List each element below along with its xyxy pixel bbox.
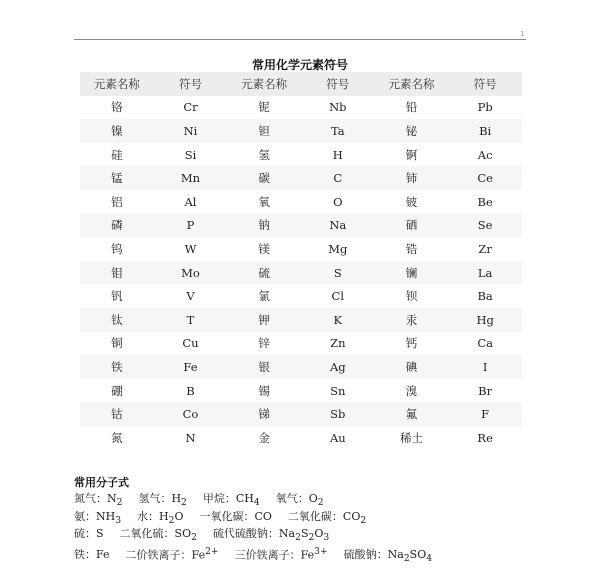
formula-item: 铁：Fe [74, 548, 110, 562]
element-name-cell: 锰 [80, 166, 154, 190]
header-symbol: 符号 [301, 72, 375, 96]
element-name-cell: 钡 [405, 289, 418, 304]
header-element-name: 元素名称 [80, 72, 154, 96]
element-name-cell: 磷 [80, 214, 154, 238]
element-symbol-cell: Ag [301, 355, 375, 379]
element-symbol-cell: Na [301, 214, 375, 238]
table-row [80, 119, 522, 143]
element-name-cell: 铍 [405, 194, 418, 209]
element-symbol-cell: Si [184, 147, 197, 162]
element-name-cell: 硫 [227, 261, 301, 285]
element-symbol-cell: Se [448, 214, 522, 238]
element-name-cell: 铋 [375, 119, 449, 143]
element-name-cell: 锑 [227, 402, 301, 426]
element-symbol-cell: O [333, 194, 343, 209]
element-name-cell: 钽 [227, 119, 301, 143]
table-row [80, 190, 522, 214]
element-symbol-cell: La [448, 261, 522, 285]
element-symbol-cell: Be [477, 194, 493, 209]
table-row [80, 143, 522, 167]
element-name-cell: 铝 [111, 194, 123, 209]
element-symbol-cell: Al [184, 194, 197, 209]
element-symbol-cell: C [301, 166, 375, 190]
table-body [80, 96, 522, 450]
formula-item: 硫代硫酸钠：$Na_2S_2O_3$ [212, 527, 330, 544]
element-name-cell: 氟 [375, 402, 449, 426]
element-symbol-cell: Au [329, 430, 346, 445]
formula-item: 二氧化硫：$SO_2$ [119, 527, 197, 544]
element-symbol-cell: Ba [477, 289, 493, 304]
element-name-cell: 钼 [80, 261, 154, 285]
header-rule [74, 39, 526, 40]
table-row [80, 402, 522, 426]
page-number: 1 [520, 30, 525, 38]
element-symbol-cell: Mn [154, 166, 228, 190]
table-header [80, 72, 522, 96]
element-symbol-cell: Hg [448, 308, 522, 332]
element-name-cell: 铜 [111, 336, 123, 351]
formula-item: 硫：S [74, 527, 104, 540]
formula-list [74, 490, 594, 565]
element-symbol-cell: Zn [330, 336, 346, 351]
document-title: 常用化学元素符号 [251, 58, 348, 72]
element-symbol-cell: Zr [478, 241, 492, 256]
element-symbol-cell: H [332, 147, 343, 162]
element-name-cell: 银 [227, 355, 301, 379]
section-title-formulas: 常用分子式 [74, 476, 129, 489]
element-name-cell: 钛 [80, 308, 154, 332]
element-symbol-cell: Bi [448, 119, 522, 143]
table-row [80, 214, 522, 238]
element-name-cell: 钴 [80, 402, 154, 426]
table-row [80, 355, 522, 379]
element-name-cell: 硅 [111, 147, 123, 162]
element-name-cell: 汞 [375, 308, 449, 332]
element-symbol-cell: W [184, 241, 197, 256]
table-row [80, 96, 522, 120]
table-row [80, 166, 522, 190]
element-symbol-cell: Ta [301, 119, 375, 143]
element-name-cell: 碳 [227, 166, 301, 190]
element-name-cell: 锆 [405, 241, 418, 256]
element-symbol-cell: Nb [329, 100, 347, 115]
element-symbol-cell: Ac [477, 147, 493, 162]
formula-item: 一氧化碳：CO [199, 509, 272, 523]
formula-line [74, 508, 594, 526]
element-symbol-cell: Mo [154, 261, 228, 285]
header-element-name: 元素名称 [227, 72, 301, 96]
formula-item: 二氧化碳：$CO_2$ [287, 509, 367, 526]
element-name-cell: 氢 [258, 147, 270, 162]
formula-item: 氧气：$O_2$ [275, 492, 324, 509]
element-symbol-cell: Cr [183, 100, 198, 115]
element-symbol-cell: Ca [477, 336, 493, 351]
formula-line [74, 543, 594, 565]
element-symbol-cell: Mg [328, 241, 348, 256]
header-symbol: 符号 [154, 72, 228, 96]
element-name-cell: 硼 [111, 383, 123, 398]
element-name-cell: 稀土 [399, 430, 423, 445]
element-name-cell: 锌 [258, 336, 270, 351]
element-symbol-cell: V [186, 289, 195, 304]
header-symbol: 符号 [448, 72, 522, 96]
table-row [80, 426, 522, 450]
element-symbol-cell: B [186, 383, 195, 398]
element-symbol-table [80, 72, 522, 450]
element-name-cell: 镧 [375, 261, 449, 285]
element-symbol-cell: Ni [154, 119, 228, 143]
formula-item: 氢气：$H_2$ [138, 492, 187, 509]
table-row [80, 308, 522, 332]
element-name-cell: 铅 [405, 100, 418, 115]
element-symbol-cell: Br [478, 383, 493, 398]
element-symbol-cell: Co [154, 402, 228, 426]
element-name-cell: 氯 [258, 289, 270, 304]
header-element-name: 元素名称 [375, 72, 449, 96]
element-name-cell: 氧 [258, 194, 270, 209]
element-symbol-cell: T [154, 308, 228, 332]
element-symbol-cell: Sn [330, 383, 346, 398]
element-symbol-cell: F [448, 402, 522, 426]
element-name-cell: 铌 [258, 100, 270, 115]
element-symbol-cell: Cu [182, 336, 199, 351]
formula-line [74, 490, 594, 508]
element-name-cell: 钙 [405, 336, 418, 351]
element-name-cell: 碘 [375, 355, 449, 379]
table-row [80, 237, 522, 261]
element-symbol-cell: Ce [448, 166, 522, 190]
element-name-cell: 钒 [111, 289, 123, 304]
formula-item: 硫酸钠：$Na_2SO_4$ [343, 548, 433, 565]
element-symbol-cell: S [301, 261, 375, 285]
table-header-row [80, 72, 522, 96]
element-name-cell: 钨 [111, 241, 123, 256]
element-symbol-cell: N [185, 430, 196, 445]
formula-item: 氮气：$N_2$ [74, 492, 123, 509]
element-name-cell: 铬 [111, 100, 123, 115]
element-symbol-cell: Fe [154, 355, 228, 379]
element-name-cell: 镁 [258, 241, 270, 256]
formula-item: 甲烷：$CH_4$ [202, 492, 260, 509]
table-row [80, 379, 522, 403]
element-name-cell: 铈 [375, 166, 449, 190]
element-name-cell: 铁 [80, 355, 154, 379]
formula-item: 三价铁离子：$Fe^{3+}$ [234, 545, 328, 562]
element-symbol-cell: I [448, 355, 522, 379]
formula-item: 水：$H_2O$ [137, 509, 184, 526]
element-symbol-cell: Re [477, 430, 493, 445]
table-row [80, 332, 522, 356]
element-name-cell: 镍 [80, 119, 154, 143]
formula-item: 氨：$NH_3$ [74, 509, 122, 526]
formula-item: 二价铁离子：$Fe^{2+}$ [125, 545, 219, 562]
element-name-cell: 金 [258, 430, 270, 445]
element-name-cell: 钾 [227, 308, 301, 332]
element-name-cell: 锡 [258, 383, 270, 398]
element-name-cell: 锕 [405, 147, 418, 162]
element-symbol-cell: K [301, 308, 375, 332]
table-row [80, 284, 522, 308]
element-symbol-cell: Cl [331, 289, 345, 304]
element-name-cell: 硒 [375, 214, 449, 238]
element-name-cell: 钠 [227, 214, 301, 238]
element-symbol-cell: Pb [477, 100, 493, 115]
element-symbol-cell: Sb [301, 402, 375, 426]
element-symbol-cell: P [154, 214, 228, 238]
element-name-cell: 溴 [405, 383, 418, 398]
table-row [80, 261, 522, 285]
element-name-cell: 氮 [111, 430, 123, 445]
